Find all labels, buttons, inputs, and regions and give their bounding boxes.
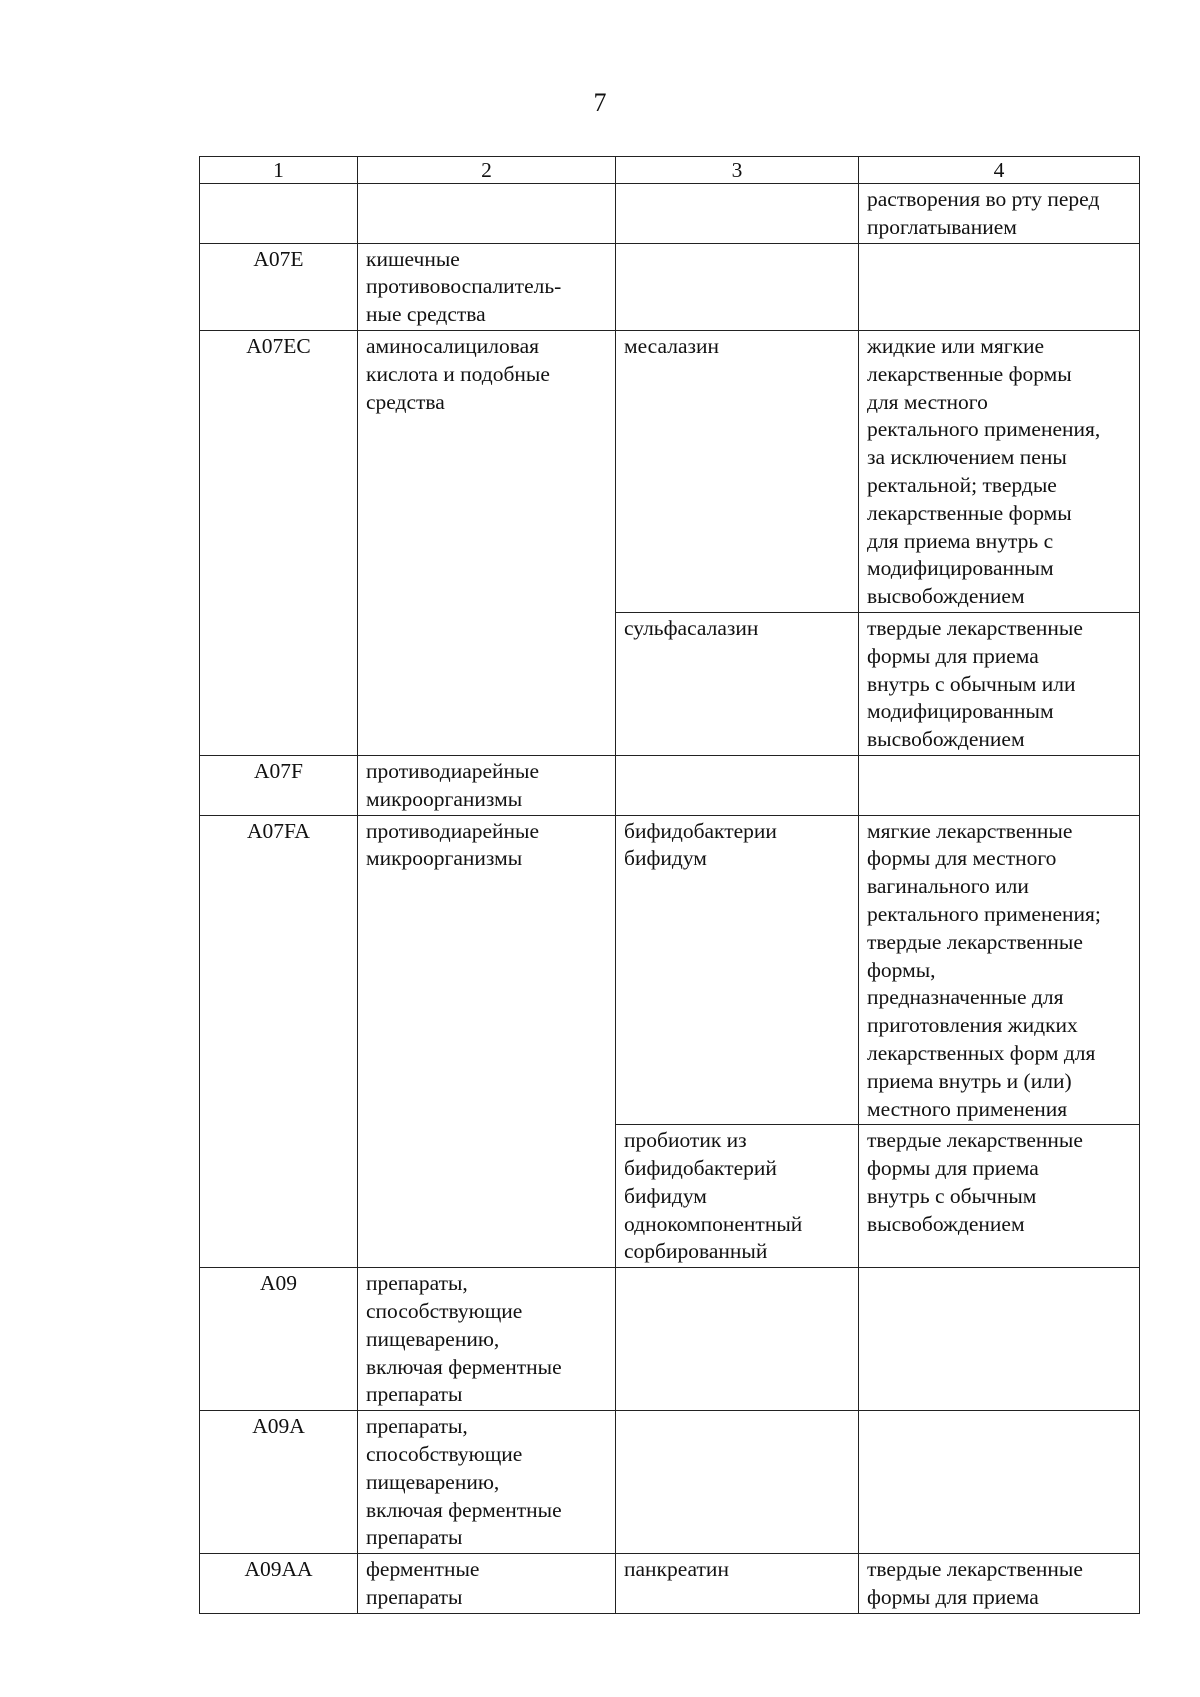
group-cell: препараты, способствующие пищеварению, включая ферментные препараты bbox=[358, 1411, 616, 1554]
group-cell: кишечные противовоспалитель- ные средства bbox=[358, 243, 616, 330]
code-cell: A09A bbox=[200, 1411, 358, 1554]
column-header-2: 2 bbox=[358, 157, 616, 184]
forms-cell: мягкие лекарственные формы для местного вагинального или ректального применения; твердые лекарственные формы, предназначенные для приготовления жидких лекарственных форм для приема внутрь и (или) местного применения bbox=[859, 815, 1140, 1125]
column-header-3: 3 bbox=[616, 157, 859, 184]
table-row bbox=[200, 1268, 1140, 1411]
forms-cell bbox=[859, 1268, 1140, 1411]
forms-cell: твердые лекарственные формы для приема внутрь с обычным или модифицированным высвобождением bbox=[859, 612, 1140, 755]
forms-cell: твердые лекарственные формы для приема bbox=[859, 1554, 1140, 1614]
drug-cell: месалазин bbox=[616, 330, 859, 612]
forms-cell: растворения во рту перед проглатыванием bbox=[859, 184, 1140, 244]
drug-cell bbox=[616, 243, 859, 330]
drug-classification-table bbox=[199, 156, 1140, 1614]
group-cell: препараты, способствующие пищеварению, включая ферментные препараты bbox=[358, 1268, 616, 1411]
drug-cell bbox=[616, 1268, 859, 1411]
drug-cell bbox=[616, 184, 859, 244]
table-row bbox=[200, 330, 1140, 612]
group-cell: противодиарейные микроорганизмы bbox=[358, 815, 616, 1268]
group-cell: аминосалициловая кислота и подобные средства bbox=[358, 330, 616, 755]
code-cell: A07E bbox=[200, 243, 358, 330]
column-header-4: 4 bbox=[859, 157, 1140, 184]
group-cell bbox=[358, 184, 616, 244]
drug-cell bbox=[616, 1411, 859, 1554]
code-cell bbox=[200, 184, 358, 244]
drug-cell bbox=[616, 755, 859, 815]
code-cell: A07FA bbox=[200, 815, 358, 1268]
forms-cell bbox=[859, 1411, 1140, 1554]
code-cell: A09AA bbox=[200, 1554, 358, 1614]
table-row bbox=[200, 815, 1140, 1125]
table-row bbox=[200, 1411, 1140, 1554]
page-number: 7 bbox=[593, 88, 607, 117]
group-cell: противодиарейные микроорганизмы bbox=[358, 755, 616, 815]
forms-cell: твердые лекарственные формы для приема внутрь с обычным высвобождением bbox=[859, 1125, 1140, 1268]
group-cell: ферментные препараты bbox=[358, 1554, 616, 1614]
forms-cell bbox=[859, 243, 1140, 330]
table-row bbox=[200, 755, 1140, 815]
forms-cell bbox=[859, 755, 1140, 815]
drug-cell: панкреатин bbox=[616, 1554, 859, 1614]
code-cell: A07F bbox=[200, 755, 358, 815]
code-cell: A09 bbox=[200, 1268, 358, 1411]
drug-cell: бифидобактерии бифидум bbox=[616, 815, 859, 1125]
table-row bbox=[200, 1554, 1140, 1614]
code-cell: A07EC bbox=[200, 330, 358, 755]
table-row bbox=[200, 243, 1140, 330]
table-header-row bbox=[200, 157, 1140, 184]
drug-cell: сульфасалазин bbox=[616, 612, 859, 755]
table-row bbox=[200, 184, 1140, 244]
drug-cell: пробиотик из бифидобактерий бифидум однокомпонентный сорбированный bbox=[616, 1125, 859, 1268]
column-header-1: 1 bbox=[200, 157, 358, 184]
forms-cell: жидкие или мягкие лекарственные формы для местного ректального применения, за исключением пены ректальной; твердые лекарственные формы для приема внутрь с модифицированным высвобождением bbox=[859, 330, 1140, 612]
